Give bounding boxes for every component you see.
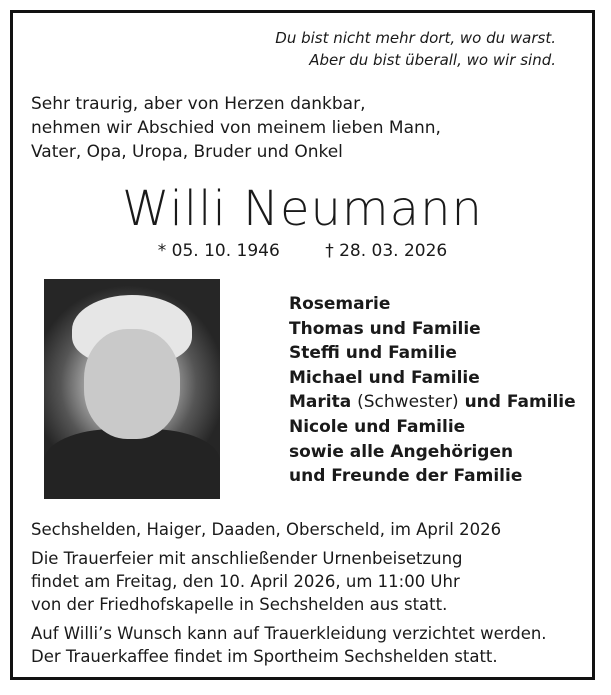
mourner-5-note: (Schwester) xyxy=(357,392,459,413)
intro-text xyxy=(31,92,441,164)
intro-line-3: Vater, Opa, Uropa, Bruder und Onkel xyxy=(31,142,343,162)
mourner-6: Nicole und Familie xyxy=(289,416,466,437)
service-line-1: Die Trauerfeier mit anschließender Urnenbeisetzung xyxy=(31,549,463,568)
mourner-5 xyxy=(289,390,576,415)
mourner-4: Michael und Familie xyxy=(289,367,480,388)
wish-line-2: Der Trauerkaffee findet im Sportheim Sechshelden statt. xyxy=(31,647,498,666)
mourner-1: Rosemarie xyxy=(289,294,391,314)
epigraph-line-1: Du bist nicht mehr dort, wo du warst. xyxy=(275,29,556,47)
photo-shirt xyxy=(44,429,220,499)
epigraph-line-2: Aber du bist überall, wo wir sind. xyxy=(309,51,556,69)
mourner-5-rest: und Familie xyxy=(464,392,576,413)
photo-face xyxy=(84,329,180,439)
obituary-frame xyxy=(10,10,595,680)
wish-line-1: Auf Willi’s Wunsch kann auf Trauerkleidung verzichtet werden. xyxy=(31,624,547,643)
mourners-list xyxy=(289,292,576,489)
deceased-name: Willi Neumann xyxy=(122,181,483,237)
mourner-8: und Freunde der Familie xyxy=(289,466,523,487)
intro-line-2: nehmen wir Abschied von meinem lieben Mann, xyxy=(31,118,441,138)
portrait-photo xyxy=(44,279,220,499)
service-line-2: findet am Freitag, den 10. April 2026, um 11:00 Uhr xyxy=(31,572,460,591)
mourner-7: sowie alle Angehörigen xyxy=(289,441,514,462)
mourner-2: Thomas und Familie xyxy=(289,318,481,339)
place-date: Sechshelden, Haiger, Daaden, Oberscheld, im April 2026 xyxy=(31,520,502,539)
life-dates xyxy=(13,239,592,263)
service-line-3: von der Friedhofskapelle in Sechshelden aus statt. xyxy=(31,595,448,614)
mourner-5-name: Marita xyxy=(289,392,352,413)
birth-date: * 05. 10. 1946 xyxy=(157,241,280,261)
closing-text xyxy=(31,518,547,668)
mourner-3: Steffi und Familie xyxy=(289,343,457,364)
death-date: † 28. 03. 2026 xyxy=(325,241,448,261)
epigraph xyxy=(256,27,556,71)
intro-line-1: Sehr traurig, aber von Herzen dankbar, xyxy=(31,94,366,114)
